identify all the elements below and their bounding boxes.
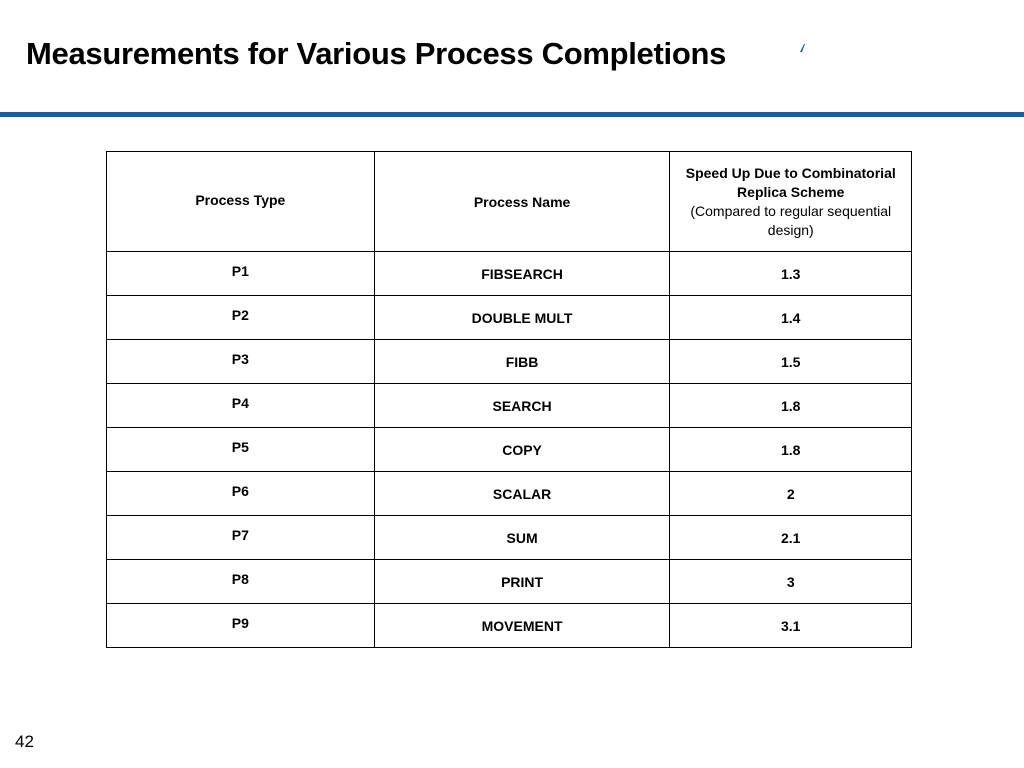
header-process-type-label: Process Type — [195, 191, 286, 208]
header-process-name — [374, 152, 670, 252]
cell-process-type — [107, 340, 375, 384]
cell-process-type-value: P1 — [231, 262, 249, 279]
cell-process-type — [107, 516, 375, 560]
table-row — [107, 296, 912, 340]
cell-process-type — [107, 560, 375, 604]
table-header-row — [107, 152, 912, 252]
cell-speed-up-value: 1.8 — [781, 441, 801, 458]
table-row — [107, 252, 912, 296]
slide-title: Measurements for Various Process Completions — [26, 36, 727, 71]
cell-speed-up — [670, 296, 912, 340]
cell-process-type — [107, 252, 375, 296]
cell-speed-up-value: 3.1 — [781, 617, 801, 634]
cell-process-type-value: P2 — [231, 306, 249, 323]
table-row — [107, 340, 912, 384]
cell-process-name-value: MOVEMENT — [481, 617, 563, 634]
cell-process-name-value: SEARCH — [492, 397, 552, 414]
title-divider — [0, 112, 1024, 117]
cell-speed-up-value: 2.1 — [781, 529, 801, 546]
cell-process-name-value: PRINT — [501, 573, 544, 590]
cell-process-name-value: SUM — [506, 529, 538, 546]
cell-process-name — [374, 560, 670, 604]
table-row — [107, 428, 912, 472]
cell-process-type — [107, 472, 375, 516]
cell-process-name-value: COPY — [502, 441, 542, 458]
header-process-type — [107, 152, 375, 252]
cell-process-name — [374, 428, 670, 472]
cell-speed-up-value: 1.8 — [781, 397, 801, 414]
cell-speed-up — [670, 340, 912, 384]
header-speed-up-note: (Compared to regular sequential design) — [690, 202, 892, 238]
cell-process-name — [374, 472, 670, 516]
cell-speed-up — [670, 516, 912, 560]
cell-process-type — [107, 428, 375, 472]
cell-process-type — [107, 384, 375, 428]
cell-process-type-value: P3 — [231, 350, 249, 367]
page-number: 42 — [15, 732, 34, 751]
cell-process-name — [374, 296, 670, 340]
table-row — [107, 516, 912, 560]
cell-process-type-value: P6 — [231, 482, 249, 499]
cell-speed-up — [670, 428, 912, 472]
cell-process-name-value: DOUBLE MULT — [471, 309, 573, 326]
header-speed-up — [670, 152, 912, 252]
table-row — [107, 384, 912, 428]
header-speed-up-title-line2: Replica Scheme — [737, 183, 845, 200]
cell-speed-up — [670, 604, 912, 648]
cell-process-name — [374, 252, 670, 296]
speedup-table — [106, 151, 912, 648]
cell-process-name — [374, 340, 670, 384]
cell-speed-up — [670, 560, 912, 604]
cell-process-name — [374, 516, 670, 560]
header-speed-up-title-line1: Speed Up Due to Combinatorial — [685, 164, 896, 181]
logo-fragment-icon — [799, 44, 805, 52]
cell-process-type-value: P4 — [231, 394, 249, 411]
cell-process-type-value: P9 — [231, 614, 249, 631]
table-row — [107, 472, 912, 516]
cell-process-type-value: P5 — [231, 438, 249, 455]
cell-process-type — [107, 604, 375, 648]
header-process-name-label: Process Name — [473, 193, 571, 210]
table-row — [107, 560, 912, 604]
cell-speed-up-value: 1.5 — [781, 353, 801, 370]
cell-speed-up — [670, 384, 912, 428]
cell-process-name-value: FIBB — [505, 353, 539, 370]
cell-process-name-value: SCALAR — [492, 485, 552, 502]
cell-process-type-value: P8 — [231, 570, 249, 587]
cell-speed-up-value: 3 — [786, 573, 795, 590]
cell-speed-up — [670, 472, 912, 516]
cell-speed-up-value: 1.4 — [781, 309, 801, 326]
cell-speed-up-value: 2 — [786, 485, 795, 502]
cell-process-name-value: FIBSEARCH — [481, 265, 563, 282]
table-row — [107, 604, 912, 648]
cell-speed-up-value: 1.3 — [781, 265, 801, 282]
cell-process-name — [374, 384, 670, 428]
cell-process-type-value: P7 — [231, 526, 249, 543]
cell-process-type — [107, 296, 375, 340]
cell-process-name — [374, 604, 670, 648]
cell-speed-up — [670, 252, 912, 296]
